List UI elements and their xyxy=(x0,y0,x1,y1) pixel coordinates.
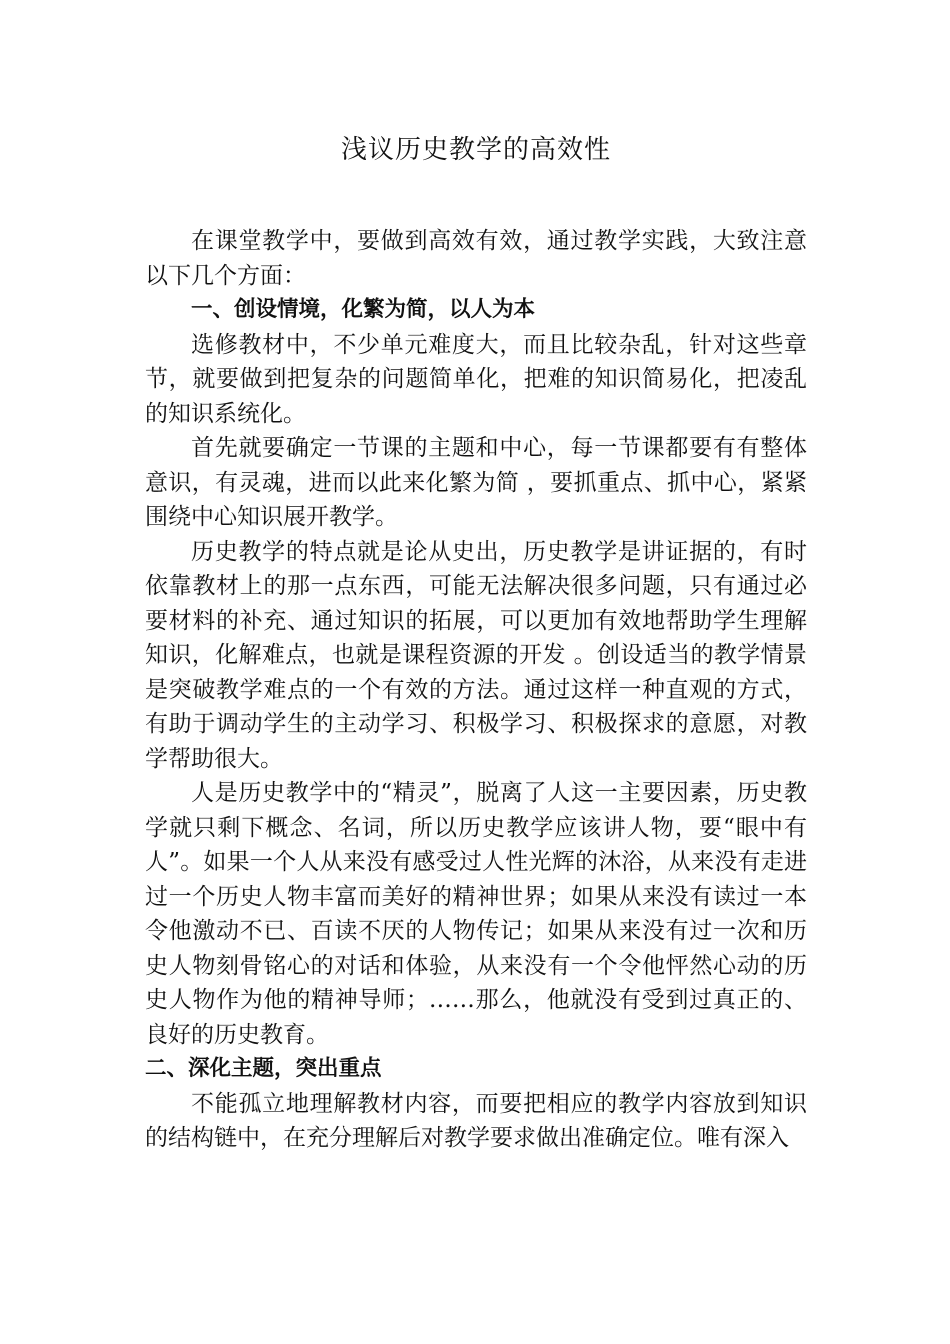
section-1-paragraph-2: 首先就要确定一节课的主题和中心，每一节课都要有有整体意识，有灵魂，进而以此来化繁为简 ，要抓重点、抓中心，紧紧围绕中心知识展开教学。 xyxy=(145,435,807,530)
intro-paragraph: 在课堂教学中，要做到高效有效，通过教学实践，大致注意以下几个方面： xyxy=(145,228,807,289)
section-1-heading: 一、创设情境，化繁为简，以人为本 xyxy=(191,297,536,322)
section-1-paragraph-1: 选修教材中，不少单元难度大，而且比较杂乱，针对这些章节，就要做到把复杂的问题简单化，把难的知识简易化，把凌乱的知识系统化。 xyxy=(145,331,807,427)
document-page xyxy=(145,130,807,1156)
section-2-heading: 二、深化主题，突出重点 xyxy=(145,1056,382,1081)
section-1-paragraph-3: 历史教学的特点就是论从史出，历史教学是讲证据的，有时依靠教材上的那一点东西，可能无法解决很多问题，只有通过必要材料的补充、通过知识的拓展，可以更加有效地帮助学生理解知识，化解难点，也就是课程资源的开发 。创设适当的教学情景是突破教学难点的一个有效的方法。通过这样一种直观的方式，有助于调动学生的主动学习、积极学习、积极探求的意愿，对教学帮助很大。 xyxy=(145,538,807,772)
section-1-paragraph-4: 人是历史教学中的“精灵”，脱离了人这一主要因素，历史教学就只剩下概念、名词，所以历史教学应该讲人物，要“眼中有人”。如果一个人从来没有感受过人性光辉的沐浴，从来没有走进过一个历史人物丰富而美好的精神世界；如果从来没有读过一本令他激动不已、百读不厌的人物传记；如果从来没有过一次和历史人物刻骨铭心的对话和体验，从来没有一个令他怦然心动的历史人物作为他的精神导师；……那么，他就没有受到过真正的、良好的历史教育。 xyxy=(145,780,807,1048)
document-title: 浅议历史教学的高效性 xyxy=(340,135,611,165)
section-2-paragraph-1: 不能孤立地理解教材内容，而要把相应的教学内容放到知识的结构链中，在充分理解后对教学要求做出准确定位。唯有深入 xyxy=(145,1090,807,1151)
